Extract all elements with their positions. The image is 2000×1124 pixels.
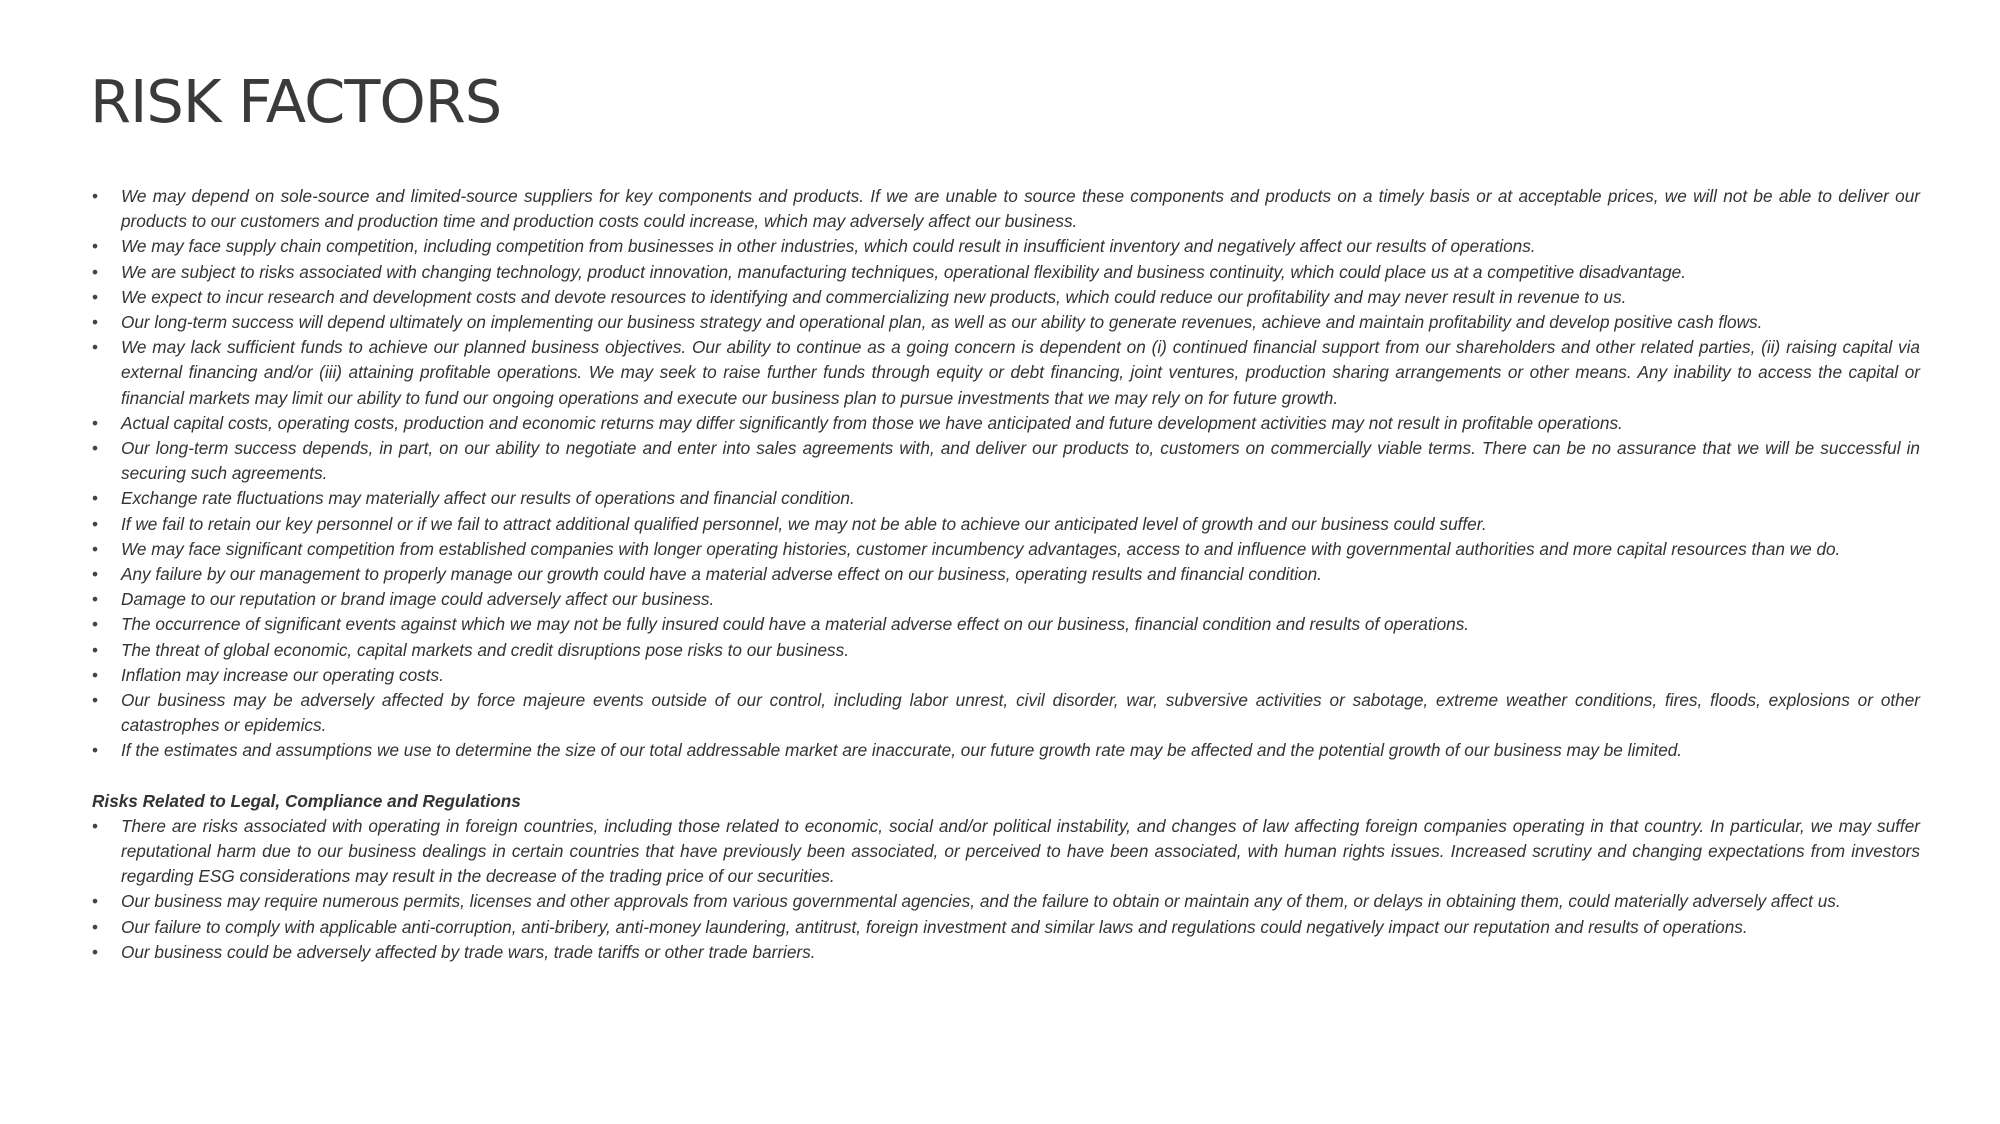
legal-section-heading: Risks Related to Legal, Compliance and Regulations	[92, 790, 521, 811]
risk-item: • Inflation may increase our operating costs.	[92, 663, 1920, 688]
risk-item: • We may face supply chain competition, including competition from businesses in other industries, which could result in insufficient inventory and negatively affect our results of operations.	[92, 234, 1920, 259]
risk-item: • If we fail to retain our key personnel or if we fail to attract additional qualified personnel, we may not be able to achieve our anticipated level of growth and our business could suffer.	[92, 512, 1920, 537]
legal-risk-item: • Our failure to comply with applicable anti-corruption, anti-bribery, anti-money laundering, antitrust, foreign investment and similar laws and regulations could negatively impact our reputation and results of operations.	[92, 915, 1920, 940]
risk-item: • We may depend on sole-source and limited-source suppliers for key components and products. If we are unable to source these components and products on a timely basis or at acceptable prices, we will not be able to deliver our products to our customers and production time and production costs could increase, which may adversely affect our business.	[92, 184, 1920, 234]
risk-item: • We may lack sufficient funds to achieve our planned business objectives. Our ability to continue as a going concern is dependent on (i) continued financial support from our shareholders and other related parties, (ii) raising capital via external financing and/or (iii) attaining profitable operations. We may seek to raise further funds through equity or debt financing, joint ventures, production sharing arrangements or other means. Any inability to access the capital or financial markets may limit our ability to fund our ongoing operations and execute our business plan to pursue investments that we may rely on for future growth.	[92, 335, 1920, 411]
risk-item: • Damage to our reputation or brand image could adversely affect our business.	[92, 587, 1920, 612]
risk-item: • We expect to incur research and development costs and devote resources to identifying and commercializing new products, which could reduce our profitability and may never result in revenue to us.	[92, 285, 1920, 310]
risk-content	[92, 184, 1920, 965]
general-risk-list	[92, 184, 1920, 764]
risk-item: • If the estimates and assumptions we use to determine the size of our total addressable market are inaccurate, our future growth rate may be affected and the potential growth of our business may be limited.	[92, 738, 1920, 763]
legal-risk-item: • Our business could be adversely affected by trade wars, trade tariffs or other trade barriers.	[92, 940, 1920, 965]
legal-risk-item: • There are risks associated with operating in foreign countries, including those related to economic, social and/or political instability, and changes of law affecting foreign companies operating in that country. In particular, we may suffer reputational harm due to our business dealings in certain countries that have previously been associated, or perceived to have been associated, with human rights issues. Increased scrutiny and changing expectations from investors regarding ESG considerations may result in the decrease of the trading price of our securities.	[92, 814, 1920, 890]
risk-item: • We may face significant competition from established companies with longer operating histories, customer incumbency advantages, access to and influence with governmental authorities and more capital resources than we do.	[92, 537, 1920, 562]
risk-item: • Exchange rate fluctuations may materially affect our results of operations and financial condition.	[92, 486, 1920, 511]
page-title: RISK FACTORS	[90, 67, 502, 136]
risk-item: • Our long-term success depends, in part, on our ability to negotiate and enter into sales agreements with, and deliver our products to, customers on commercially viable terms. There can be no assurance that we will be successful in securing such agreements.	[92, 436, 1920, 486]
risk-item: • Actual capital costs, operating costs, production and economic returns may differ significantly from those we have anticipated and future development activities may not result in profitable operations.	[92, 411, 1920, 436]
legal-risk-item: • Our business may require numerous permits, licenses and other approvals from various governmental agencies, and the failure to obtain or maintain any of them, or delays in obtaining them, could materially adversely affect us.	[92, 889, 1920, 914]
legal-risk-list	[92, 814, 1920, 965]
risk-item: • Any failure by our management to properly manage our growth could have a material adverse effect on our business, operating results and financial condition.	[92, 562, 1920, 587]
risk-item: • The occurrence of significant events against which we may not be fully insured could have a material adverse effect on our business, financial condition and results of operations.	[92, 612, 1920, 637]
risk-item: • The threat of global economic, capital markets and credit disruptions pose risks to our business.	[92, 638, 1920, 663]
risk-item: • Our business may be adversely affected by force majeure events outside of our control, including labor unrest, civil disorder, war, subversive activities or sabotage, extreme weather conditions, fires, floods, explosions or other catastrophes or epidemics.	[92, 688, 1920, 738]
risk-item: • We are subject to risks associated with changing technology, product innovation, manufacturing techniques, operational flexibility and business continuity, which could place us at a competitive disadvantage.	[92, 260, 1920, 285]
risk-item: • Our long-term success will depend ultimately on implementing our business strategy and operational plan, as well as our ability to generate revenues, achieve and maintain profitability and develop positive cash flows.	[92, 310, 1920, 335]
